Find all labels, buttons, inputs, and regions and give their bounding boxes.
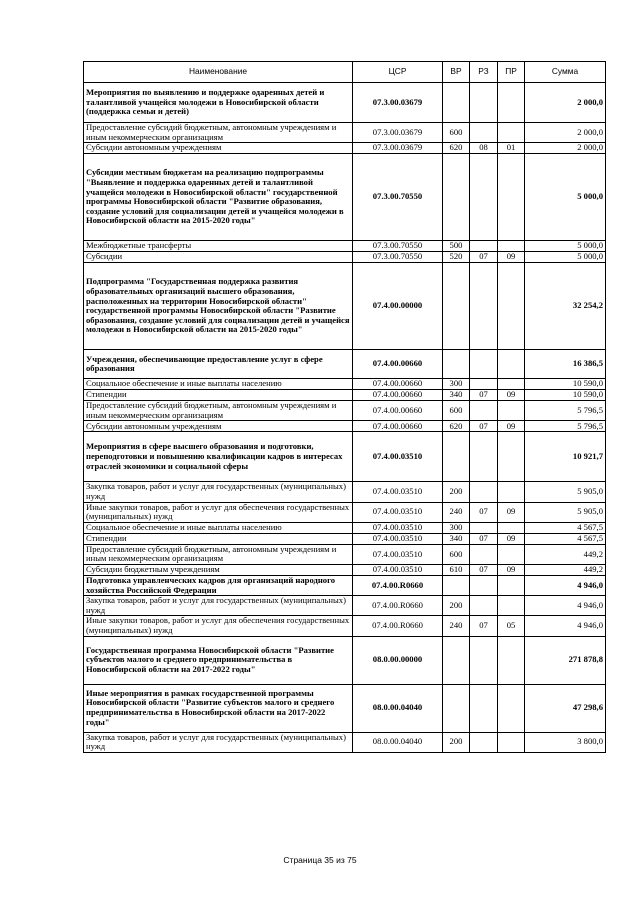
- cell-csr: 08.0.00.00000: [353, 636, 443, 684]
- cell-pr: [498, 401, 525, 421]
- table-row: [84, 241, 606, 252]
- cell-vr: 600: [443, 544, 470, 564]
- cell-vr: [443, 154, 470, 241]
- cell-csr: 07.4.00.03510: [353, 544, 443, 564]
- cell-pr: 09: [498, 502, 525, 522]
- table-row: [84, 575, 606, 595]
- table-row: [84, 544, 606, 564]
- cell-rz: [470, 544, 498, 564]
- table-row: [84, 684, 606, 732]
- cell-rz: 07: [470, 502, 498, 522]
- table-row: [84, 636, 606, 684]
- cell-rz: [470, 123, 498, 143]
- cell-vr: 240: [443, 616, 470, 636]
- header-pr: ПР: [498, 62, 525, 83]
- cell-name: Стипендии: [84, 533, 353, 544]
- cell-vr: 300: [443, 379, 470, 390]
- cell-vr: 600: [443, 123, 470, 143]
- cell-csr: 07.4.00.03510: [353, 432, 443, 482]
- cell-name: Закупка товаров, работ и услуг для государственных (муниципальных) нужд: [84, 596, 353, 616]
- cell-name: Закупка товаров, работ и услуг для государственных (муниципальных) нужд: [84, 732, 353, 752]
- table-body: [84, 83, 606, 753]
- cell-name: Мероприятия в сфере высшего образования и подготовки, переподготовки и повышению квалификации кадров в интересах отраслей экономики и социальной сферы: [84, 432, 353, 482]
- cell-vr: 200: [443, 482, 470, 502]
- cell-csr: 07.3.00.70550: [353, 252, 443, 263]
- cell-csr: 07.3.00.70550: [353, 241, 443, 252]
- table-row: [84, 252, 606, 263]
- cell-pr: 09: [498, 390, 525, 401]
- cell-rz: 07: [470, 252, 498, 263]
- cell-pr: 09: [498, 252, 525, 263]
- cell-rz: [470, 596, 498, 616]
- cell-rz: [470, 636, 498, 684]
- cell-pr: [498, 432, 525, 482]
- table-row: [84, 482, 606, 502]
- cell-csr: 07.3.00.03679: [353, 143, 443, 154]
- cell-rz: [470, 401, 498, 421]
- table-header-row: [84, 62, 606, 83]
- cell-vr: 620: [443, 143, 470, 154]
- cell-sum: 3 800,0: [525, 732, 606, 752]
- cell-sum: 271 878,8: [525, 636, 606, 684]
- cell-csr: 08.0.00.04040: [353, 684, 443, 732]
- cell-name: Иные закупки товаров, работ и услуг для обеспечения государственных (муниципальных) нужд: [84, 616, 353, 636]
- cell-name: Подпрограмма "Государственная поддержка развития образовательных организаций высшего образования, расположенных на территории Новосибирской области" государственной программы Новосибирской области "Развитие образования, создание условий для социализации детей и учащейся молодежи в Новосибирской области на 2015-2020 годы": [84, 263, 353, 350]
- header-vr: ВР: [443, 62, 470, 83]
- cell-sum: 5 905,0: [525, 502, 606, 522]
- page-number: Страница 35 из 75: [283, 855, 357, 865]
- cell-pr: 09: [498, 564, 525, 575]
- cell-sum: 2 000,0: [525, 143, 606, 154]
- cell-csr: 07.4.00.03510: [353, 564, 443, 575]
- cell-rz: 07: [470, 421, 498, 432]
- cell-rz: [470, 482, 498, 502]
- cell-vr: [443, 263, 470, 350]
- cell-pr: [498, 732, 525, 752]
- cell-rz: [470, 432, 498, 482]
- cell-vr: 620: [443, 421, 470, 432]
- cell-name: Иные закупки товаров, работ и услуг для обеспечения государственных (муниципальных) нужд: [84, 502, 353, 522]
- cell-rz: [470, 732, 498, 752]
- cell-csr: 07.4.00.R0660: [353, 596, 443, 616]
- table-row: [84, 154, 606, 241]
- cell-pr: [498, 544, 525, 564]
- cell-vr: 340: [443, 533, 470, 544]
- cell-name: Государственная программа Новосибирской области "Развитие субъектов малого и среднего предпринимательства в Новосибирской области на 2017-2022 годы": [84, 636, 353, 684]
- cell-vr: [443, 575, 470, 595]
- cell-csr: 07.3.00.03679: [353, 123, 443, 143]
- table-row: [84, 143, 606, 154]
- table-row: [84, 350, 606, 379]
- header-rz: РЗ: [470, 62, 498, 83]
- cell-name: Предоставление субсидий бюджетным, автономным учреждениям и иным некоммерческим организациям: [84, 123, 353, 143]
- cell-vr: 240: [443, 502, 470, 522]
- cell-rz: [470, 575, 498, 595]
- cell-rz: [470, 241, 498, 252]
- cell-rz: [470, 154, 498, 241]
- cell-sum: 4 946,0: [525, 575, 606, 595]
- table-row: [84, 83, 606, 123]
- budget-table: [83, 61, 606, 753]
- table-row: [84, 564, 606, 575]
- cell-rz: [470, 350, 498, 379]
- cell-pr: [498, 154, 525, 241]
- cell-pr: [498, 596, 525, 616]
- header-sum: Сумма: [525, 62, 606, 83]
- cell-pr: 09: [498, 421, 525, 432]
- cell-pr: [498, 684, 525, 732]
- cell-csr: 07.3.00.70550: [353, 154, 443, 241]
- cell-sum: 16 386,5: [525, 350, 606, 379]
- table-row: [84, 432, 606, 482]
- table-row: [84, 401, 606, 421]
- cell-pr: [498, 575, 525, 595]
- cell-sum: 32 254,2: [525, 263, 606, 350]
- cell-name: Субсидии автономным учреждениям: [84, 421, 353, 432]
- cell-sum: 5 000,0: [525, 154, 606, 241]
- cell-pr: [498, 636, 525, 684]
- cell-sum: 4 567,5: [525, 533, 606, 544]
- cell-csr: 08.0.00.04040: [353, 732, 443, 752]
- cell-rz: [470, 684, 498, 732]
- cell-name: Предоставление субсидий бюджетным, автономным учреждениям и иным некоммерческим организациям: [84, 544, 353, 564]
- cell-vr: 200: [443, 732, 470, 752]
- cell-csr: 07.4.00.03510: [353, 533, 443, 544]
- cell-sum: 5 796,5: [525, 401, 606, 421]
- table-row: [84, 390, 606, 401]
- cell-name: Закупка товаров, работ и услуг для государственных (муниципальных) нужд: [84, 482, 353, 502]
- cell-vr: 520: [443, 252, 470, 263]
- cell-sum: 10 921,7: [525, 432, 606, 482]
- table-row: [84, 421, 606, 432]
- cell-csr: 07.4.00.00000: [353, 263, 443, 350]
- cell-pr: [498, 379, 525, 390]
- cell-csr: 07.4.00.R0660: [353, 616, 443, 636]
- cell-csr: 07.4.00.R0660: [353, 575, 443, 595]
- table-row: [84, 123, 606, 143]
- cell-rz: 08: [470, 143, 498, 154]
- cell-vr: 500: [443, 241, 470, 252]
- cell-pr: [498, 241, 525, 252]
- cell-csr: 07.4.00.03510: [353, 502, 443, 522]
- cell-sum: 5 796,5: [525, 421, 606, 432]
- cell-name: Субсидии бюджетным учреждениям: [84, 564, 353, 575]
- table-row: [84, 533, 606, 544]
- cell-csr: 07.4.00.00660: [353, 350, 443, 379]
- cell-csr: 07.4.00.00660: [353, 390, 443, 401]
- cell-name: Учреждения, обеспечивающие предоставление услуг в сфере образования: [84, 350, 353, 379]
- cell-name: Субсидии автономным учреждениям: [84, 143, 353, 154]
- cell-rz: [470, 522, 498, 533]
- cell-csr: 07.4.00.00660: [353, 379, 443, 390]
- cell-sum: 2 000,0: [525, 83, 606, 123]
- cell-vr: 600: [443, 401, 470, 421]
- table-row: [84, 379, 606, 390]
- cell-sum: 5 000,0: [525, 241, 606, 252]
- cell-vr: [443, 684, 470, 732]
- cell-pr: [498, 83, 525, 123]
- cell-sum: 4 946,0: [525, 596, 606, 616]
- cell-rz: 07: [470, 390, 498, 401]
- cell-vr: [443, 350, 470, 379]
- header-name: Наименование: [84, 62, 353, 83]
- table-row: [84, 732, 606, 752]
- cell-csr: 07.4.00.00660: [353, 401, 443, 421]
- cell-name: Субсидии: [84, 252, 353, 263]
- cell-pr: [498, 123, 525, 143]
- cell-rz: [470, 263, 498, 350]
- cell-vr: [443, 636, 470, 684]
- cell-pr: [498, 263, 525, 350]
- cell-name: Иные мероприятия в рамках государственной программы Новосибирской области "Развитие субъектов малого и среднего предпринимательства в Новосибирской области на 2017-2022 годы": [84, 684, 353, 732]
- cell-vr: [443, 83, 470, 123]
- table-row: [84, 616, 606, 636]
- cell-vr: 340: [443, 390, 470, 401]
- cell-name: Социальное обеспечение и иные выплаты населению: [84, 522, 353, 533]
- cell-name: Субсидии местным бюджетам на реализацию подпрограммы "Выявление и поддержка одаренных детей и талантливой учащейся молодежи в Новосибирской области" государственной программы Новосибирской области "Развитие образования, создание условий для социализации детей и учащейся молодежи в Новосибирской области на 2015-2020 годы": [84, 154, 353, 241]
- cell-rz: 07: [470, 616, 498, 636]
- cell-vr: 610: [443, 564, 470, 575]
- cell-sum: 449,2: [525, 544, 606, 564]
- cell-rz: 07: [470, 564, 498, 575]
- cell-sum: 47 298,6: [525, 684, 606, 732]
- cell-rz: [470, 83, 498, 123]
- cell-name: Подготовка управленческих кадров для организаций народного хозяйства Российской Федерации: [84, 575, 353, 595]
- cell-vr: 200: [443, 596, 470, 616]
- cell-pr: [498, 522, 525, 533]
- cell-pr: 09: [498, 533, 525, 544]
- cell-sum: 4 946,0: [525, 616, 606, 636]
- cell-csr: 07.3.00.03679: [353, 83, 443, 123]
- cell-sum: 449,2: [525, 564, 606, 575]
- table-row: [84, 522, 606, 533]
- cell-name: Стипендии: [84, 390, 353, 401]
- cell-sum: 5 905,0: [525, 482, 606, 502]
- cell-pr: 05: [498, 616, 525, 636]
- cell-csr: 07.4.00.00660: [353, 421, 443, 432]
- cell-sum: 2 000,0: [525, 123, 606, 143]
- cell-vr: [443, 432, 470, 482]
- cell-pr: [498, 482, 525, 502]
- cell-name: Социальное обеспечение и иные выплаты населению: [84, 379, 353, 390]
- cell-pr: [498, 350, 525, 379]
- cell-vr: 300: [443, 522, 470, 533]
- cell-sum: 5 000,0: [525, 252, 606, 263]
- cell-sum: 10 590,0: [525, 390, 606, 401]
- cell-csr: 07.4.00.03510: [353, 522, 443, 533]
- cell-sum: 10 590,0: [525, 379, 606, 390]
- cell-name: Мероприятия по выявлению и поддержке одаренных детей и талантливой учащейся молодежи в Новосибирской области (поддержка семьи и детей): [84, 83, 353, 123]
- cell-rz: 07: [470, 533, 498, 544]
- table-row: [84, 263, 606, 350]
- cell-pr: 01: [498, 143, 525, 154]
- cell-name: Предоставление субсидий бюджетным, автономным учреждениям и иным некоммерческим организациям: [84, 401, 353, 421]
- cell-csr: 07.4.00.03510: [353, 482, 443, 502]
- table-row: [84, 596, 606, 616]
- cell-name: Межбюджетные трансферты: [84, 241, 353, 252]
- cell-sum: 4 567,5: [525, 522, 606, 533]
- table-row: [84, 502, 606, 522]
- header-csr: ЦСР: [353, 62, 443, 83]
- cell-rz: [470, 379, 498, 390]
